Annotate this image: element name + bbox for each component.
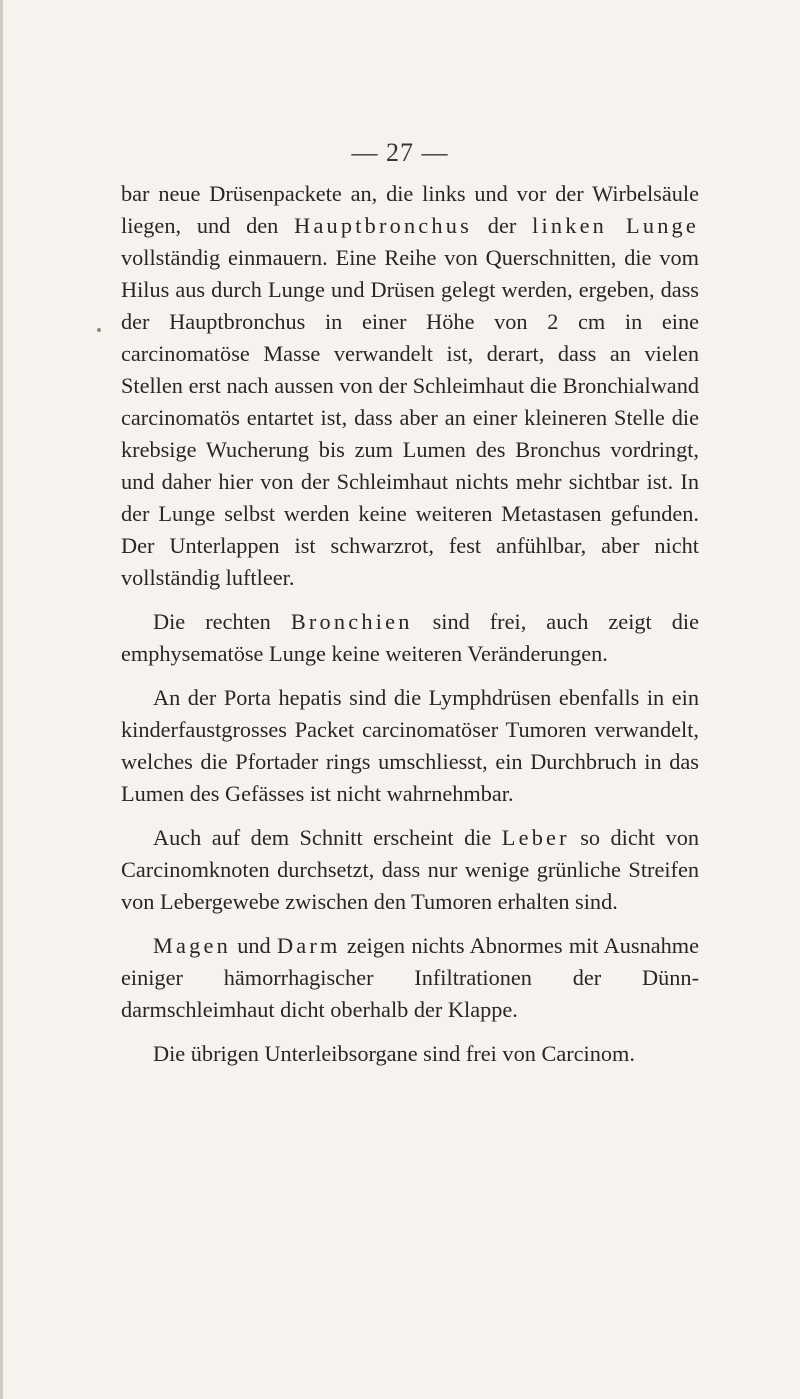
text-run: so dicht von Carcinomknoten durchsetzt, dass nur wenige grünliche Streifen von Lebergewebe zwischen den Tumoren erhalten sind.: [121, 825, 699, 914]
page-left-edge: [0, 0, 3, 1399]
text-run: und: [230, 933, 277, 958]
paragraph: [121, 682, 699, 810]
text-run: der: [471, 213, 533, 238]
body-text: [121, 178, 699, 1082]
text-run: bar neue Drüsenpackete an, die links und vor der Wirbelsäule liegen, und den: [121, 181, 699, 238]
paragraph: [121, 606, 699, 670]
spaced-term: Hauptbronchus: [294, 213, 472, 238]
text-run: vollständig einmauern. Eine Reihe von Querschnitten, die vom Hilus aus durch Lunge und Drüsen gelegt werden, ergeben, dass der Hauptbronchus in einer Höhe von 2 cm in eine carcinomatöse Masse verwandelt ist, derart, dass an vielen Stellen erst nach aussen von der Schleimhaut die Bronchialwand carcinomatös entartet ist, dass aber an einer kleineren Stelle die krebsige Wucherung bis zum Lumen des Bronchus vordringt, und daher hier von der Schleimhaut nichts mehr sichtbar ist. In der Lunge selbst werden keine weiteren Metastasen gefunden. Der Unterlappen ist schwarzrot, fest anfühlbar, aber nicht vollständig luftleer.: [121, 245, 699, 590]
paragraph: [121, 178, 699, 594]
text-run: Auch auf dem Schnitt erscheint die: [153, 825, 502, 850]
text-run: sind frei, auch zeigt die emphysematöse Lunge keine weiteren Veränderungen.: [121, 609, 700, 666]
spaced-term: Leber: [501, 825, 570, 850]
paragraph: [121, 822, 699, 918]
text-run: Die rechten: [153, 609, 291, 634]
spaced-term: Bronchien: [290, 609, 413, 634]
spaced-term: Darm: [276, 933, 341, 958]
paragraph: [121, 930, 699, 1026]
text-run: zeigen nichts Abnormes mit Ausnahme einiger hämorrhagischer Infiltrationen der Dünndarmschleimhaut dicht oberhalb der Klappe.: [121, 933, 699, 1022]
spaced-term: linken Lunge: [532, 213, 700, 238]
paragraph: [121, 1038, 699, 1070]
spaced-term: Magen: [153, 933, 231, 958]
margin-mark: [97, 328, 101, 332]
text-run: An der Porta hepatis sind die Lymphdrüsen ebenfalls in ein kinderfaustgrosses Packet carcinomatöser Tumoren verwandelt, welches die Pfortader rings umschliesst, ein Durchbruch in das Lumen des Gefässes ist nicht wahrnehmbar.: [121, 685, 699, 806]
text-run: Die übrigen Unterleibsorgane sind frei von Carcinom.: [153, 1041, 635, 1066]
page-number: — 27 —: [351, 138, 449, 167]
